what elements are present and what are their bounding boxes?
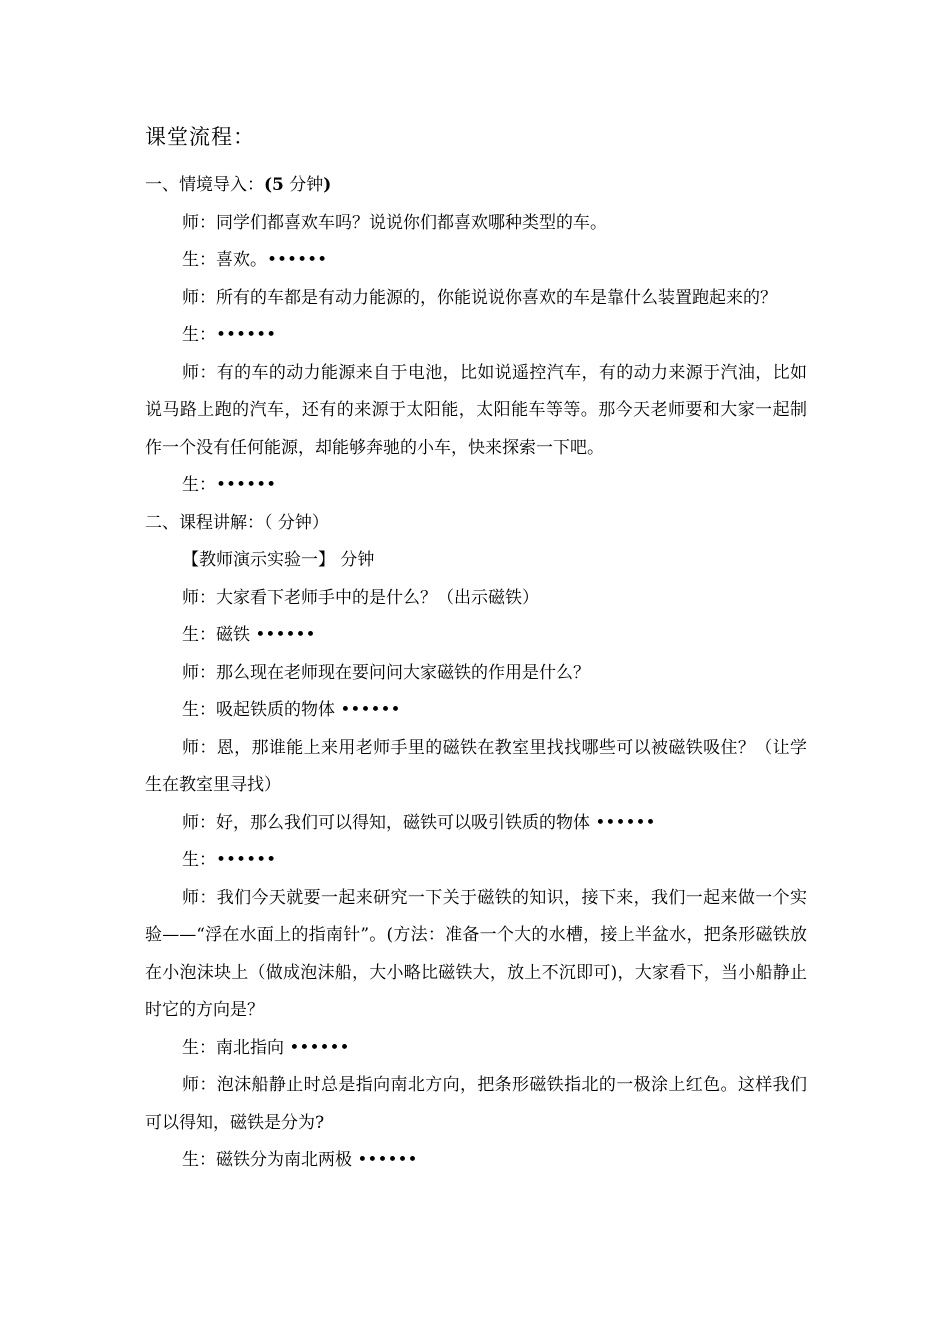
dialogue-line: 生：南北指向 ••••••	[182, 1037, 350, 1058]
section-heading-unit: 分钟	[283, 175, 324, 195]
dialogue-line: 生：喜欢。••••••	[182, 250, 328, 270]
demo-unit: 分钟	[335, 550, 375, 570]
document-body	[145, 167, 807, 1180]
dialogue-line: 师：好，那么我们可以得知，磁铁可以吸引铁质的物体 ••••••	[182, 812, 656, 833]
page-title: 课堂流程：	[145, 125, 255, 149]
dialogue-paragraph: 师：恩，那谁能上来用老师手里的磁铁在教室里找找哪些可以被磁铁吸住？（让学生在教室里寻找）	[145, 737, 807, 795]
dialogue-line: 生：磁铁 ••••••	[182, 625, 316, 645]
dialogue-line: 师：同学们都喜欢车吗？说说你们都喜欢哪种类型的车。	[182, 212, 607, 233]
section-heading-intro	[145, 167, 807, 205]
dialogue-paragraph: 师：有的车的动力能源来自于电池，比如说遥控汽车，有的动力来源于汽油，比如说马路上跑的汽车，还有的来源于太阳能，太阳能车等等。那今天老师要和大家一起制作一个没有任何能源，却能够奔驰的小车，快来探索一下吧。	[145, 362, 807, 458]
section-heading-prefix: 一、情境导入：	[145, 175, 264, 195]
dialogue-line: 生：吸起铁质的物体 ••••••	[182, 700, 401, 720]
dialogue-line: 师：那么现在老师现在要问问大家磁铁的作用是什么？	[182, 662, 590, 683]
dialogue-line: 生：••••••	[182, 850, 277, 870]
section-heading-lecture: 二、课程讲解：（ 分钟）	[145, 512, 329, 533]
section-heading-time: (5	[264, 175, 284, 195]
dialogue-line: 生：磁铁分为南北两极 ••••••	[182, 1150, 418, 1170]
dialogue-line: 生：••••••	[182, 325, 277, 345]
section-heading-close: )	[323, 175, 332, 195]
dialogue-paragraph: 师：所有的车都是有动力能源的，你能说说你喜欢的车是靠什么装置跑起来的？	[182, 287, 777, 308]
demo-label: 【教师演示实验一】	[182, 550, 335, 570]
dialogue-line: 师：大家看下老师手中的是什么？（出示磁铁）	[182, 587, 539, 608]
dialogue-line: 生：••••••	[182, 475, 277, 495]
dialogue-paragraph: 师：泡沫船静止时总是指向南北方向，把条形磁铁指北的一极涂上红色。这样我们可以得知，磁铁是分为?	[145, 1075, 807, 1133]
dialogue-paragraph: 师：我们今天就要一起来研究一下关于磁铁的知识，接下来，我们一起来做一个实验——“浮在水面上的指南针”。(方法：准备一个大的水槽，接上半盆水，把条形磁铁放在小泡沫块上（做成泡沫船，大小略比磁铁大，放上不沉即可)，大家看下，当小船静止时它的方向是？	[145, 887, 807, 1020]
demo-heading	[145, 542, 807, 580]
